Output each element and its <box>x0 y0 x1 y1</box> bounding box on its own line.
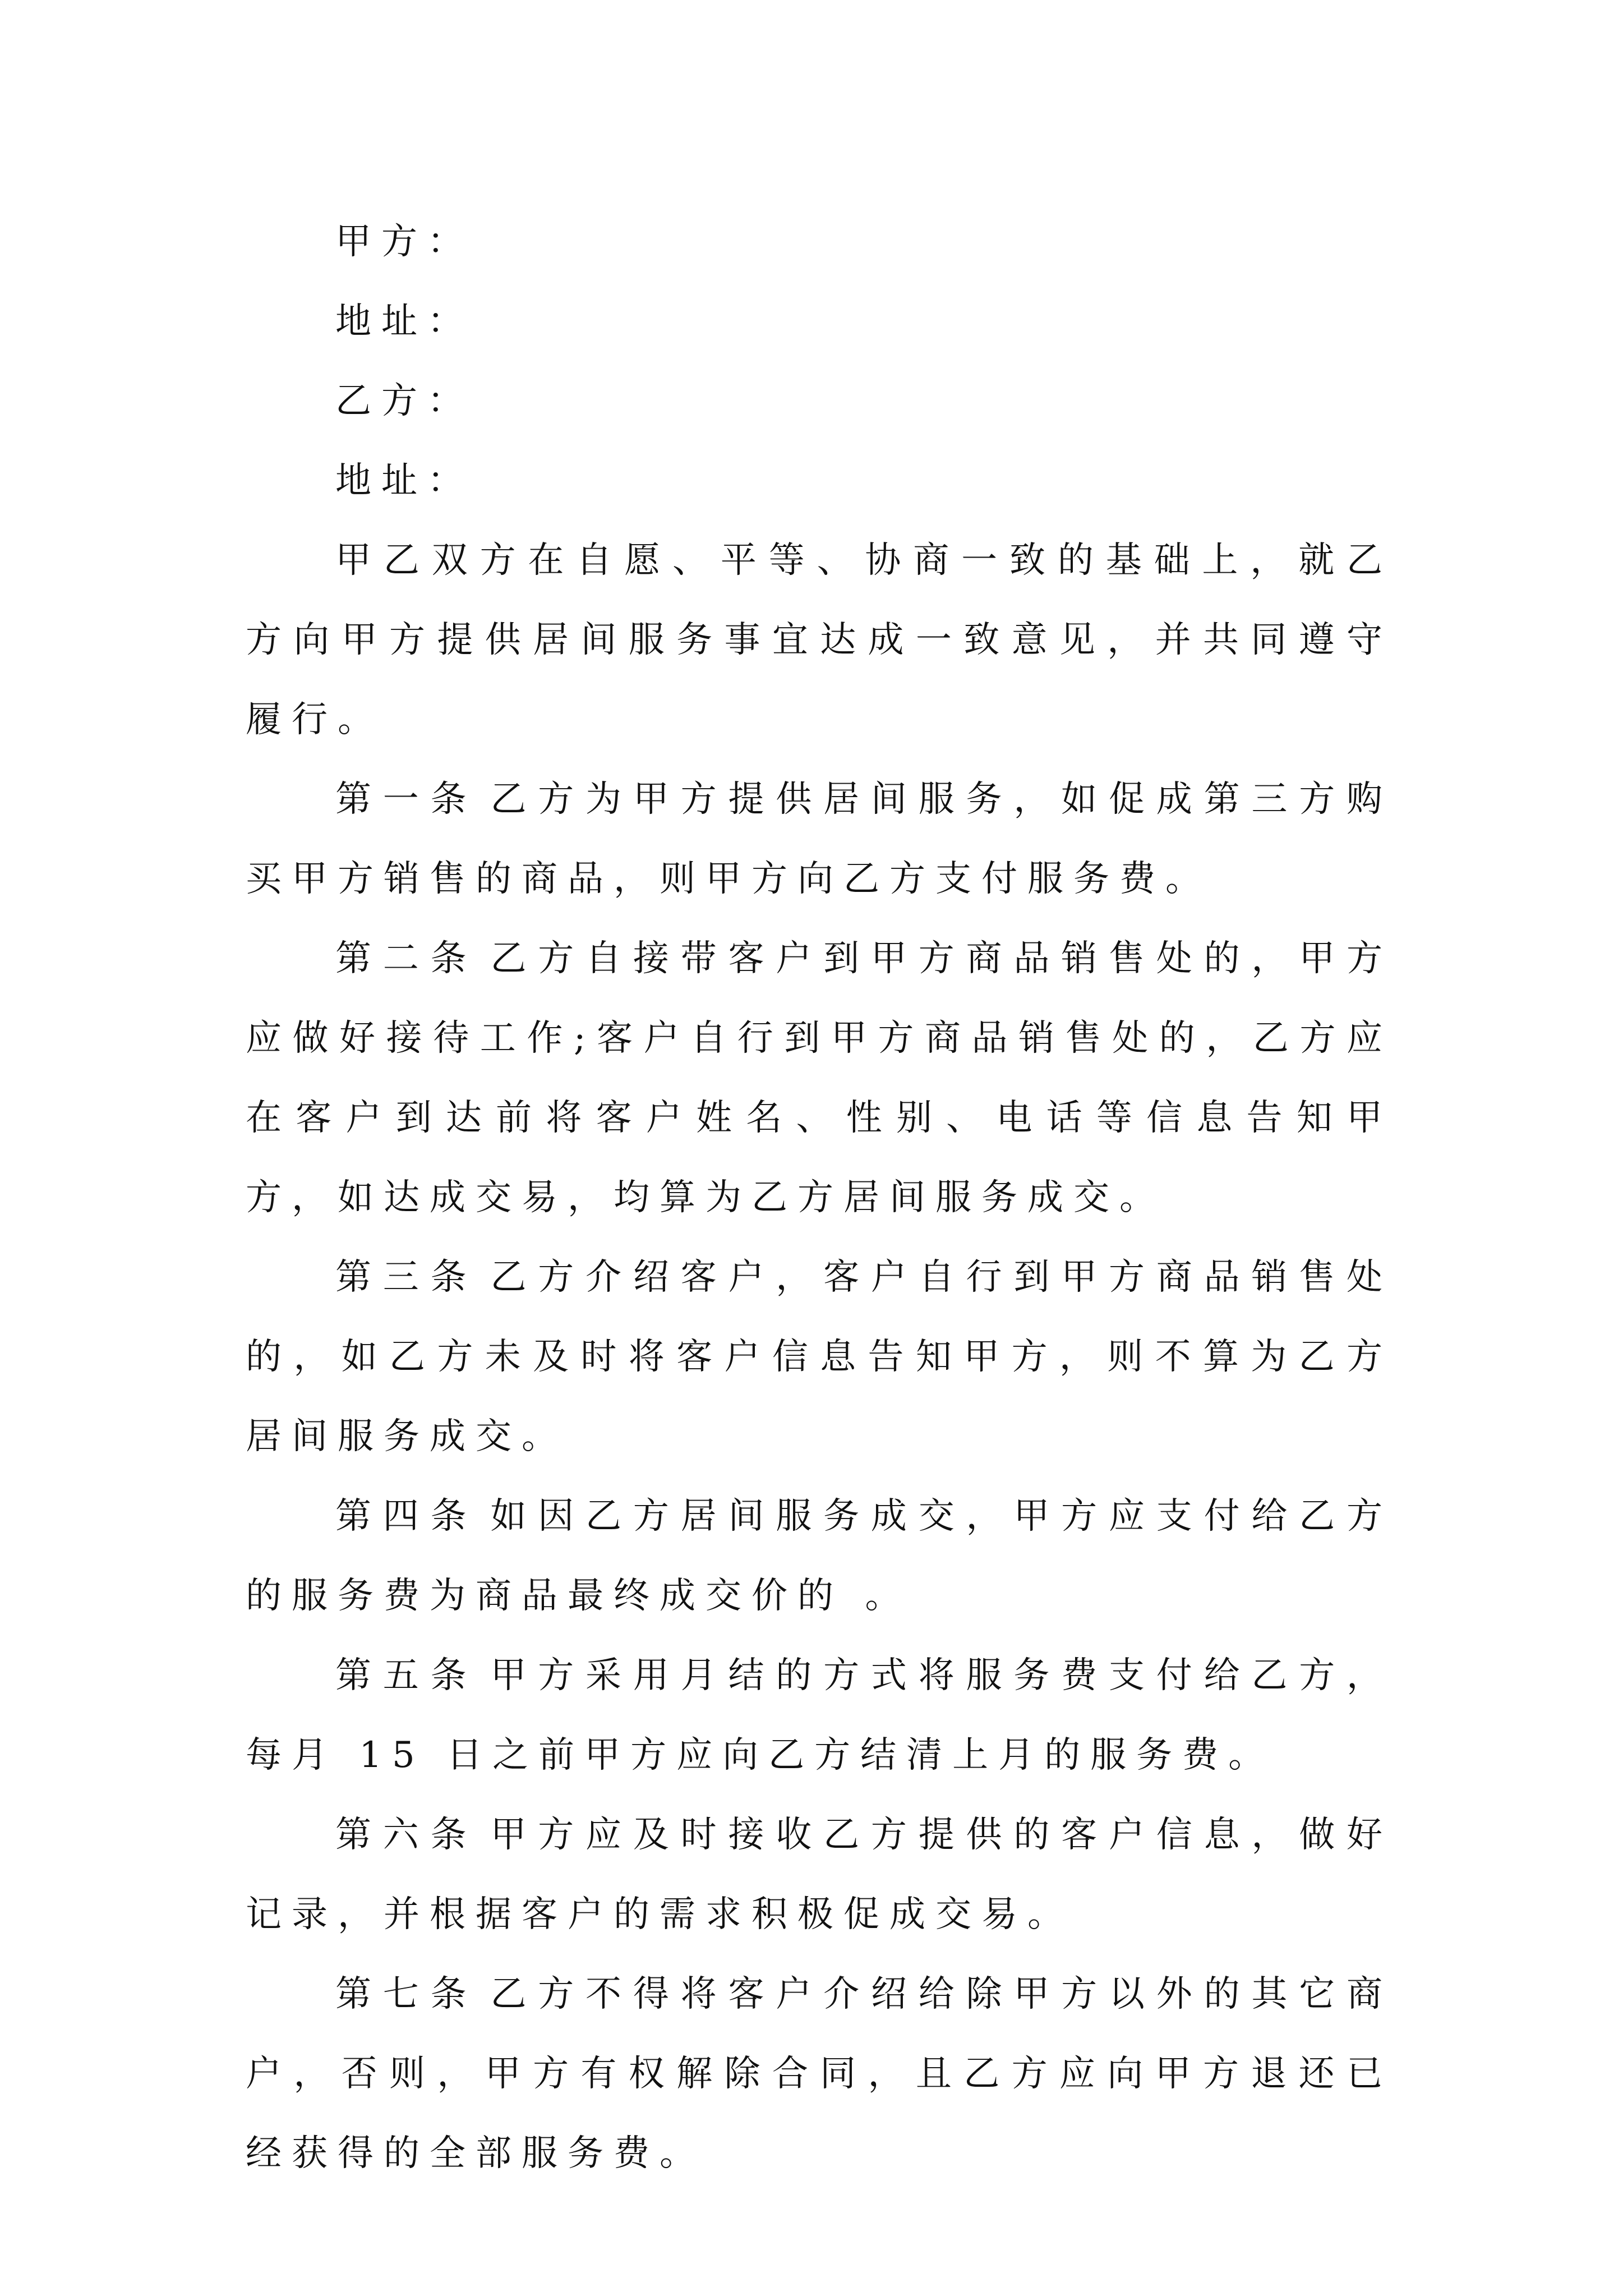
clause-number: 第一条 <box>335 779 478 820</box>
clause-number: 第七条 <box>335 1973 478 2015</box>
clause-3 <box>246 1237 1393 1476</box>
clause-7 <box>246 1954 1393 2193</box>
party-a-label: 甲方： <box>335 221 473 263</box>
clause-2 <box>246 919 1393 1237</box>
party-a-address-label: 地址： <box>335 301 473 342</box>
clause-5 <box>246 1636 1393 1795</box>
clause-number: 第二条 <box>335 938 478 979</box>
clause-number: 第五条 <box>335 1655 478 1696</box>
preamble-paragraph: 甲乙双方在自愿、平等、协商一致的基础上，就乙方向甲方提供居间服务事宜达成一致意见，并共同遵守履行。 <box>246 540 1393 740</box>
clause-number: 第四条 <box>335 1496 478 1537</box>
clause-6 <box>246 1795 1393 1954</box>
clause-text: 乙方自接带客户到甲方商品销售处的，甲方应做好接待工作;客户自行到甲方商品销售处的，乙方应在客户到达前将客户姓名、性别、电话等信息告知甲方，如达成交易，均算为乙方居间服务成交。 <box>246 938 1393 1218</box>
clause-text: 甲方采用月结的方式将服务费支付给乙方，每月 15 日之前甲方应向乙方结清上月的服务费。 <box>246 1655 1393 1776</box>
clause-1 <box>246 760 1393 919</box>
party-b-label: 乙方： <box>335 380 473 422</box>
clause-text: 甲方应及时接收乙方提供的客户信息，做好记录，并根据客户的需求积极促成交易。 <box>246 1814 1393 1935</box>
clause-number: 第三条 <box>335 1257 478 1298</box>
clause-text: 乙方为甲方提供居间服务，如促成第三方购买甲方销售的商品，则甲方向乙方支付服务费。 <box>246 779 1393 900</box>
contract-body <box>246 202 1393 2193</box>
party-b-address-label: 地址： <box>335 460 473 501</box>
clause-text: 乙方不得将客户介绍给除甲方以外的其它商户，否则，甲方有权解除合同，且乙方应向甲方退还已经获得的全部服务费。 <box>246 1973 1393 2174</box>
clause-4 <box>246 1476 1393 1636</box>
clause-number: 第六条 <box>335 1814 478 1856</box>
clause-text: 乙方介绍客户，客户自行到甲方商品销售处的，如乙方未及时将客户信息告知甲方，则不算为乙方居间服务成交。 <box>246 1257 1393 1457</box>
clause-text: 如因乙方居间服务成交，甲方应支付给乙方的服务费为商品最终成交价的 。 <box>246 1496 1393 1617</box>
